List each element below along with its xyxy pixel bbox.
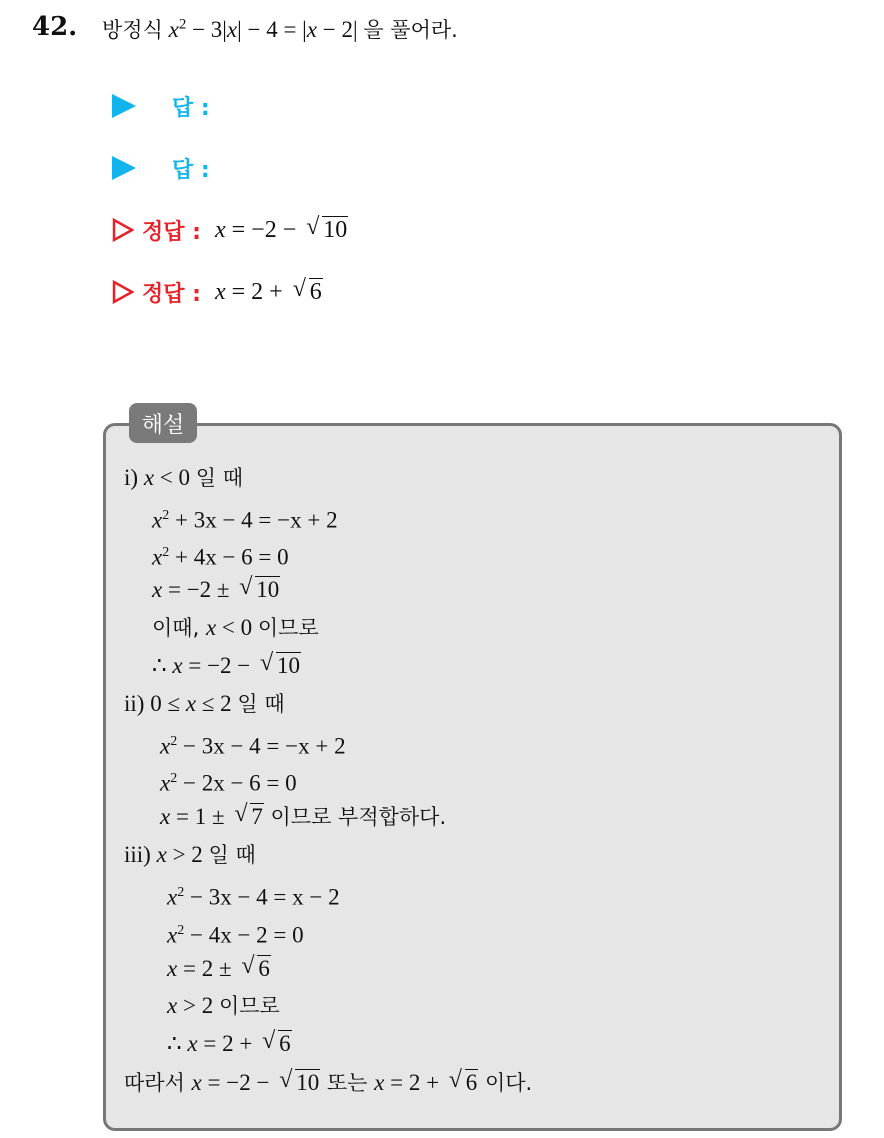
korean-text: 일 때 xyxy=(237,692,285,716)
answer-label: 답 : xyxy=(172,95,210,121)
solution-line xyxy=(160,725,346,759)
radicand: 10 xyxy=(256,577,280,602)
play-triangle-icon xyxy=(112,156,136,180)
korean-text: 일 때 xyxy=(195,466,244,490)
korean-text: 이다. xyxy=(478,1071,533,1095)
sqrt: √ 10 xyxy=(306,213,348,243)
var-x: x xyxy=(374,1070,385,1095)
math-text: < 0 xyxy=(154,465,196,490)
math-rhs: = −2 − xyxy=(225,216,297,243)
correct-answer-math xyxy=(214,213,348,244)
solution-line xyxy=(167,876,340,910)
korean-text: 또는 xyxy=(320,1071,375,1095)
math-text: ≤ 2 xyxy=(196,691,238,716)
math-text: > 2 xyxy=(177,993,219,1018)
var-x: x xyxy=(187,1031,198,1056)
sqrt: √ 10 xyxy=(239,574,280,602)
korean-text: 이므로 xyxy=(218,994,280,1018)
eq-mid2: | − 4 = | xyxy=(237,17,307,42)
math-rhs: = 2 + xyxy=(225,278,283,305)
korean-text: 일 때 xyxy=(208,843,256,867)
solution-line xyxy=(124,687,285,721)
question-text xyxy=(102,14,458,44)
question-prefix: 방정식 xyxy=(102,18,163,42)
sqrt: √ 6 xyxy=(292,275,322,305)
korean-text: 이므로 xyxy=(257,616,319,640)
outline-triangle-icon xyxy=(112,280,134,304)
exponent: 2 xyxy=(162,508,170,523)
math-text: − 4x − 2 = 0 xyxy=(184,922,304,948)
answer-label: 답 : xyxy=(172,157,210,183)
math-text: − 2x − 6 = 0 xyxy=(177,770,297,796)
radicand: 10 xyxy=(296,1070,320,1095)
var-x: x xyxy=(185,691,197,716)
exponent: 2 xyxy=(170,771,178,786)
math-text: = −2 − xyxy=(182,653,251,678)
math-text: = 1 ± xyxy=(170,804,225,829)
solution-line xyxy=(167,952,271,986)
var-x: x xyxy=(205,615,217,640)
korean-text: 이므로 부적합하다. xyxy=(263,805,447,829)
eq-x: x xyxy=(168,17,179,42)
math-text: > 2 xyxy=(166,842,209,867)
therefore-symbol: ∴ xyxy=(152,653,173,678)
var-x: x xyxy=(160,733,171,759)
solution-line xyxy=(124,838,256,872)
math-text: = −2 − xyxy=(201,1070,270,1095)
solution-line xyxy=(167,1027,292,1061)
solution-line xyxy=(152,573,280,607)
radicand: 6 xyxy=(309,278,322,305)
var-x: x xyxy=(160,804,171,829)
var-x: x xyxy=(156,842,167,867)
math-text: + 4x − 6 = 0 xyxy=(169,544,289,570)
var-x: x xyxy=(160,770,171,796)
var-x: x xyxy=(214,278,226,305)
sqrt: √ 6 xyxy=(448,1067,478,1095)
math-text: − 3x − 4 = x − 2 xyxy=(184,884,340,910)
korean-text: 따라서 xyxy=(124,1071,192,1095)
exponent: 2 xyxy=(170,734,178,749)
solution-line xyxy=(124,461,243,495)
sqrt: √ 6 xyxy=(262,1028,291,1056)
radicand: 10 xyxy=(323,216,348,243)
var-x: x xyxy=(152,507,163,533)
exponent: 2 xyxy=(177,923,185,938)
sqrt: √ 10 xyxy=(260,650,301,678)
math-text: = −2 ± xyxy=(162,577,230,602)
exponent: 2 xyxy=(177,885,185,900)
solution-line xyxy=(167,914,304,948)
play-triangle-icon xyxy=(112,94,136,118)
eq-sup: 2 xyxy=(178,16,187,33)
var-x: x xyxy=(167,956,178,981)
solution-line xyxy=(160,762,297,796)
solution-line xyxy=(152,611,319,645)
exponent: 2 xyxy=(162,545,170,560)
math-text: < 0 xyxy=(216,615,258,640)
radicand: 6 xyxy=(279,1031,291,1056)
var-x: x xyxy=(191,1070,202,1095)
var-x: x xyxy=(152,544,163,570)
correct-label: 정답 : xyxy=(142,219,201,245)
radicand: 7 xyxy=(251,804,263,829)
therefore-symbol: ∴ xyxy=(167,1031,188,1056)
answer-blank-1 xyxy=(112,89,210,123)
math-text: + 3x − 4 = −x + 2 xyxy=(169,507,338,533)
correct-answer-math xyxy=(214,275,323,306)
sqrt: √ 7 xyxy=(234,801,263,829)
solution-line xyxy=(152,649,301,683)
eq-x2: x xyxy=(306,17,317,42)
eq-absx: x xyxy=(226,17,238,42)
case-label: iii) xyxy=(124,842,157,867)
math-text: − 3x − 4 = −x + 2 xyxy=(177,733,346,759)
math-text: = 2 ± xyxy=(177,956,232,981)
correct-answer-2 xyxy=(112,275,323,309)
outline-triangle-icon xyxy=(112,218,134,242)
var-x: x xyxy=(167,884,178,910)
solution-line xyxy=(152,536,289,570)
answer-blank-2 xyxy=(112,151,210,185)
var-x: x xyxy=(167,922,178,948)
math-text: = 2 + xyxy=(197,1031,253,1056)
sqrt: √ 10 xyxy=(279,1067,320,1095)
var-x: x xyxy=(167,993,178,1018)
radicand: 10 xyxy=(277,653,301,678)
eq-mid1: − 3| xyxy=(186,17,227,42)
sqrt: √ 6 xyxy=(241,953,270,981)
correct-label: 정답 : xyxy=(142,281,201,307)
var-x: x xyxy=(152,577,163,602)
question-number: 42. xyxy=(32,12,78,42)
case-label: i) xyxy=(124,465,144,490)
correct-answer-1 xyxy=(112,213,348,247)
solution-conclusion xyxy=(124,1066,532,1100)
solution-line xyxy=(160,800,446,834)
solution-line xyxy=(167,989,280,1023)
math-text: = 2 + xyxy=(384,1070,440,1095)
question-suffix: 을 풀어라. xyxy=(363,18,458,42)
radicand: 6 xyxy=(258,956,270,981)
eq-mid3: − 2| xyxy=(317,17,358,42)
radicand: 6 xyxy=(465,1070,478,1095)
solution-tag: 해설 xyxy=(129,403,197,443)
var-x: x xyxy=(172,653,183,678)
solution-line xyxy=(152,499,338,533)
case-label: ii) 0 ≤ xyxy=(124,691,186,716)
var-x: x xyxy=(143,465,155,490)
korean-text: 이때, xyxy=(152,616,206,640)
var-x: x xyxy=(214,216,226,243)
